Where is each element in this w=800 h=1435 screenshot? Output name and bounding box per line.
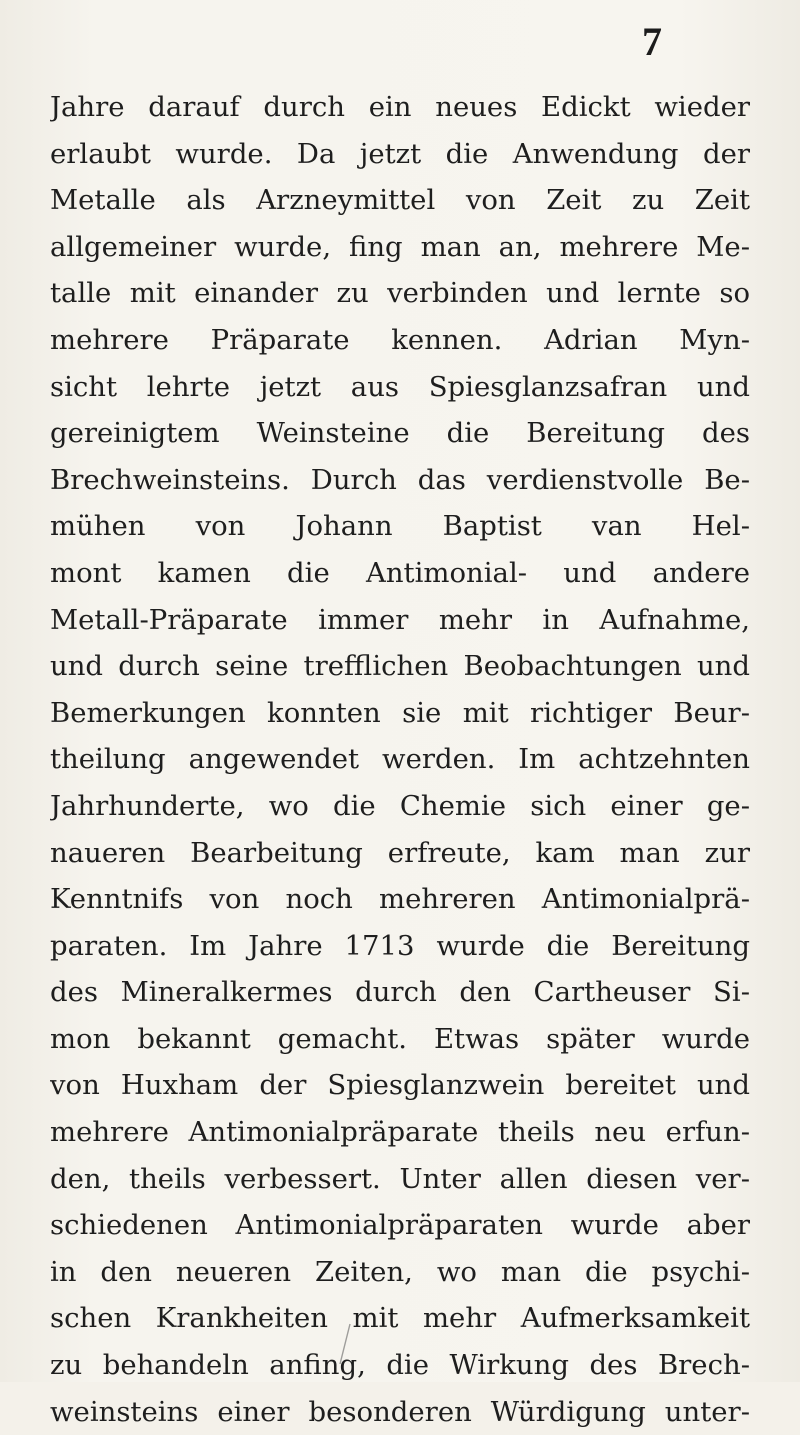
text-line: Jahre darauf durch ein neues Edickt wieder (50, 91, 750, 123)
text-line: Jahrhunderte, wo die Chemie sich einer ge- (50, 789, 750, 822)
text-line: Bemerkungen konnten sie mit richtiger Beur- (50, 696, 750, 729)
text-line: zu behandeln anfing, die Wirkung des Brech- (50, 1349, 750, 1382)
text-line: den, theils verbessert. Unter allen diesen ver- (50, 1162, 750, 1195)
text-line: von Huxham der Spiesglanzwein bereitet und (50, 1069, 750, 1102)
text-line: schiedenen Antimonialpräparaten wurde aber (50, 1209, 750, 1242)
body-text (50, 84, 750, 1435)
text-line: naueren Bearbeitung erfreute, kam man zur (50, 836, 750, 869)
text-line: mont kamen die Antimonial- und andere (50, 556, 750, 589)
page-number: 7 (642, 19, 662, 64)
text-line: mühen von Johann Baptist van Hel- (50, 510, 750, 543)
text-line: Kenntnifs von noch mehreren Antimonialprä- (50, 883, 750, 916)
text-line: mon bekannt gemacht. Etwas später wurde (50, 1022, 750, 1055)
text-line: talle mit einander zu verbinden und lernte so (50, 277, 750, 310)
text-line: mehrere Präparate kennen. Adrian Myn- (50, 323, 750, 356)
text-line: gereinigtem Weinsteine die Bereitung des (50, 417, 750, 450)
text-line: weinsteins einer besonderen Würdigung unter- (50, 1395, 750, 1428)
text-line: paraten. Im Jahre 1713 wurde die Bereitung (50, 929, 750, 962)
pencil-mark (338, 1322, 352, 1366)
text-line: sicht lehrte jetzt aus Spiesglanzsafran und (50, 370, 750, 403)
text-line: des Mineralkermes durch den Cartheuser Si- (50, 976, 750, 1009)
text-line: Metalle als Arzneymittel von Zeit zu Zeit (50, 184, 750, 217)
text-line: Metall-Präparate immer mehr in Aufnahme, (50, 603, 750, 636)
text-line: allgemeiner wurde, fing man an, mehrere Me- (50, 230, 750, 263)
text-line: Brechweinsteins. Durch das verdienstvolle Be- (50, 463, 750, 496)
text-line: mehrere Antimonialpräparate theils neu erfun- (50, 1116, 750, 1149)
text-line: schen Krankheiten mit mehr Aufmerksamkeit (50, 1302, 750, 1335)
text-line: in den neueren Zeiten, wo man die psychi- (50, 1255, 750, 1288)
text-line: theilung angewendet werden. Im achtzehnten (50, 743, 750, 776)
text-line: und durch seine trefflichen Beobachtungen und (50, 650, 750, 683)
text-line: erlaubt wurde. Da jetzt die Anwendung der (50, 137, 750, 170)
